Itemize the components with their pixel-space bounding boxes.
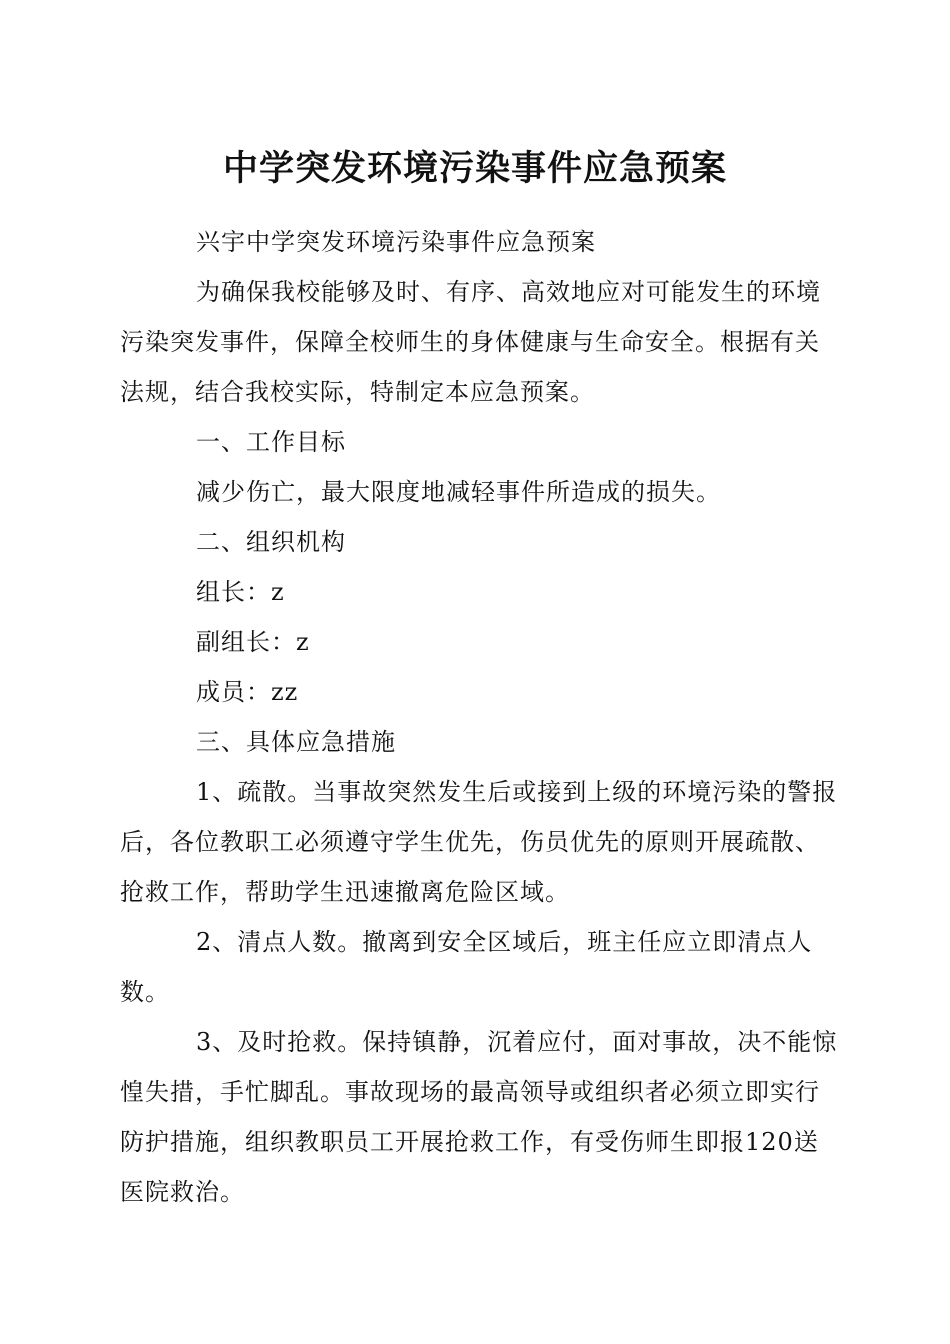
measure-rescue: 3、及时抢救。保持镇静，沉着应付，面对事故，决不能惊惶失措，手忙脚乱。事故现场的最高领导或组织者必须立即实行防护措施，组织教职员工开展抢救工作，有受伤师生即报120送医院救治。 bbox=[120, 1028, 838, 1206]
intro-paragraph: 为确保我校能够及时、有序、高效地应对可能发生的环境污染突发事件，保障全校师生的身体健康与生命安全。根据有关法规，结合我校实际，特制定本应急预案。 bbox=[120, 278, 821, 406]
org-leader: 组长：z bbox=[196, 578, 285, 606]
measure-headcount: 2、清点人数。撤离到安全区域后，班主任应立即清点人数。 bbox=[120, 928, 813, 1006]
goals-paragraph: 减少伤亡，最大限度地减轻事件所造成的损失。 bbox=[196, 478, 721, 506]
document-subtitle: 兴宇中学突发环境污染事件应急预案 bbox=[196, 228, 596, 256]
document-body bbox=[120, 217, 840, 1217]
section-heading-measures: 三、具体应急措施 bbox=[196, 728, 396, 756]
document-title: 中学突发环境污染事件应急预案 bbox=[222, 148, 727, 189]
section-heading-organization: 二、组织机构 bbox=[196, 528, 346, 556]
org-members: 成员：zz bbox=[196, 678, 299, 706]
measure-evacuation: 1、疏散。当事故突然发生后或接到上级的环境污染的警报后，各位教职工必须遵守学生优先，伤员优先的原则开展疏散、抢救工作，帮助学生迅速撤离危险区域。 bbox=[120, 778, 838, 906]
section-heading-goals: 一、工作目标 bbox=[196, 428, 346, 456]
org-deputy-leader: 副组长：z bbox=[196, 628, 310, 656]
